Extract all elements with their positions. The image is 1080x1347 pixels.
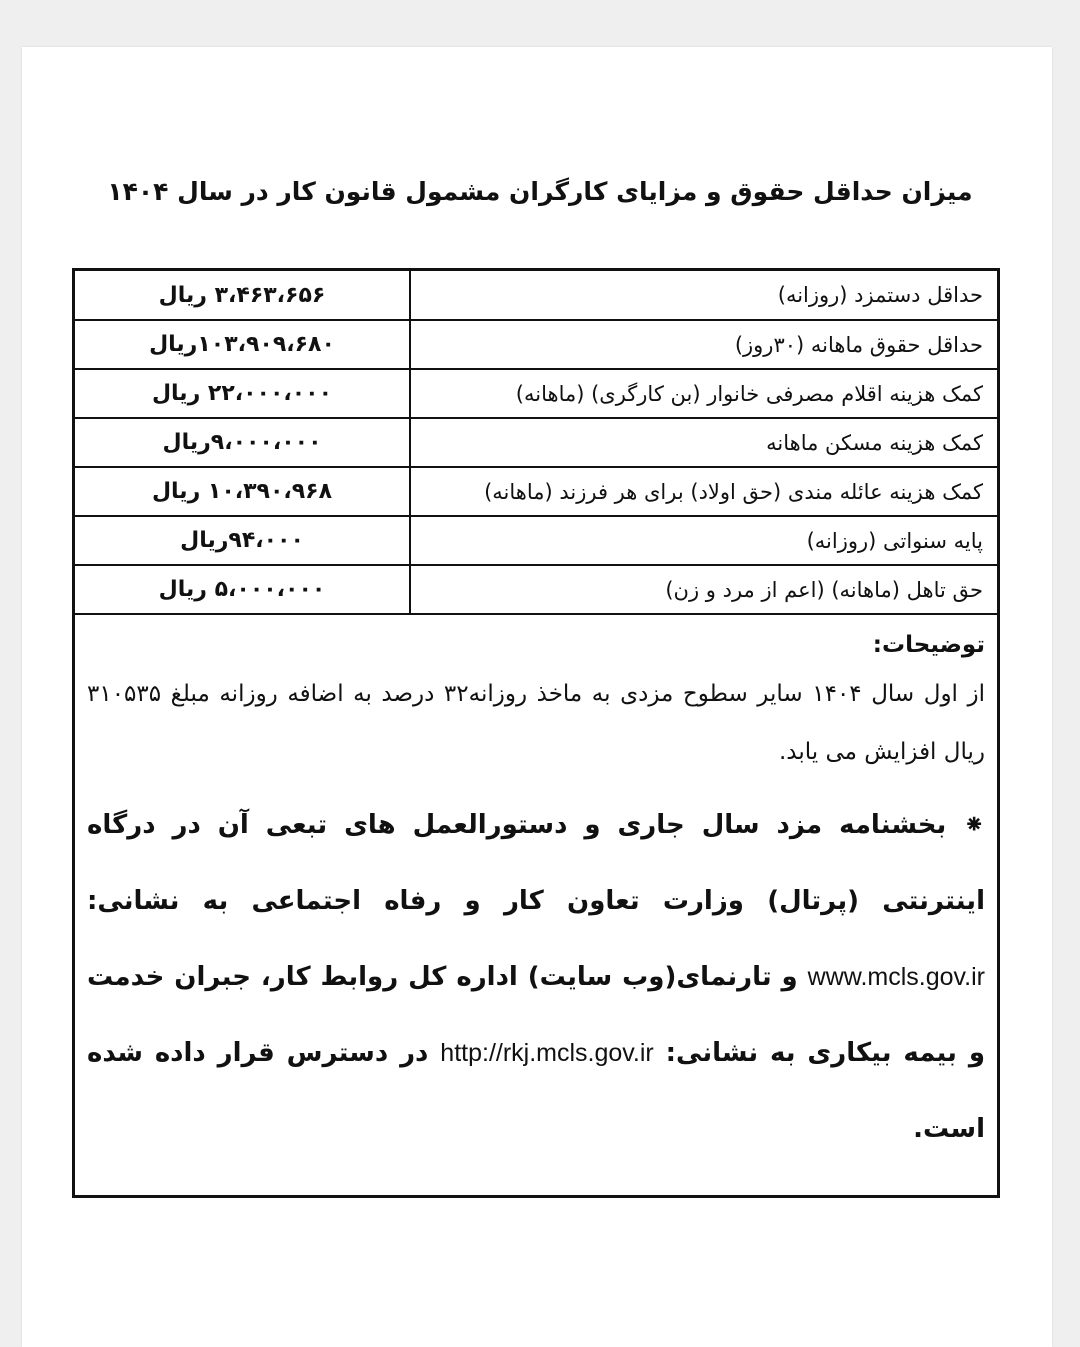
document-title: میزان حداقل حقوق و مزایای کارگران مشمول قانون کار در سال ۱۴۰۴	[107, 177, 973, 206]
benefits-frame	[72, 268, 1000, 1198]
notes-section	[75, 615, 997, 1167]
table-row	[75, 418, 997, 467]
table-row	[75, 369, 997, 418]
notice-text-part2: و تارنمای(وب سایت) اداره کل روابط کار، جبران خدمت و بیمه بیکاری به نشانی:	[87, 962, 985, 1068]
row-label: کمک هزینه اقلام مصرفی خانوار (بن کارگری) (ماهانه)	[410, 369, 997, 418]
notice-text-part1: ⁕ بخشنامه مزد سال جاری و دستورالعمل های تبعی آن در درگاه اینترنتی (پرتال) وزارت تعاون کار و رفاه اجتماعی به نشانی:	[87, 810, 985, 916]
rkj-url-link[interactable]: http://rkj.mcls.gov.ir	[440, 1039, 654, 1067]
table-row	[75, 271, 997, 320]
table-row	[75, 516, 997, 565]
row-label: حق تاهل (ماهانه) (اعم از مرد و زن)	[410, 565, 997, 614]
row-label: کمک هزینه مسکن ماهانه	[410, 418, 997, 467]
notice-paragraph	[87, 787, 985, 1167]
benefits-table	[75, 271, 997, 615]
row-value: ۹۴،۰۰۰ریال	[75, 516, 410, 565]
notes-paragraph: از اول سال ۱۴۰۴ سایر سطوح مزدی به ماخذ روزانه۳۲ درصد به اضافه روزانه مبلغ ۳۱۰۵۳۵ ریال افزایش می یابد.	[87, 681, 985, 765]
notice-text-part3: در دسترس قرار داده شده است.	[87, 1038, 985, 1144]
table-row	[75, 467, 997, 516]
row-value: ۹،۰۰۰،۰۰۰ریال	[75, 418, 410, 467]
row-label: حداقل حقوق ماهانه (۳۰روز)	[410, 320, 997, 369]
row-value: ۱۰،۳۹۰،۹۶۸ ریال	[75, 467, 410, 516]
ministry-url-link[interactable]: www.mcls.gov.ir	[807, 963, 985, 991]
row-value: ۵،۰۰۰،۰۰۰ ریال	[75, 565, 410, 614]
table-row	[75, 320, 997, 369]
table-row	[75, 565, 997, 614]
row-label: حداقل دستمزد (روزانه)	[410, 271, 997, 320]
row-value: ۲۲،۰۰۰،۰۰۰ ریال	[75, 369, 410, 418]
row-value: ۱۰۳،۹۰۹،۶۸۰ریال	[75, 320, 410, 369]
notes-heading: توضیحات:	[872, 632, 985, 658]
row-value: ۳،۴۶۳،۶۵۶ ریال	[75, 271, 410, 320]
row-label: پایه سنواتی (روزانه)	[410, 516, 997, 565]
row-label: کمک هزینه عائله مندی (حق اولاد) برای هر فرزند (ماهانه)	[410, 467, 997, 516]
